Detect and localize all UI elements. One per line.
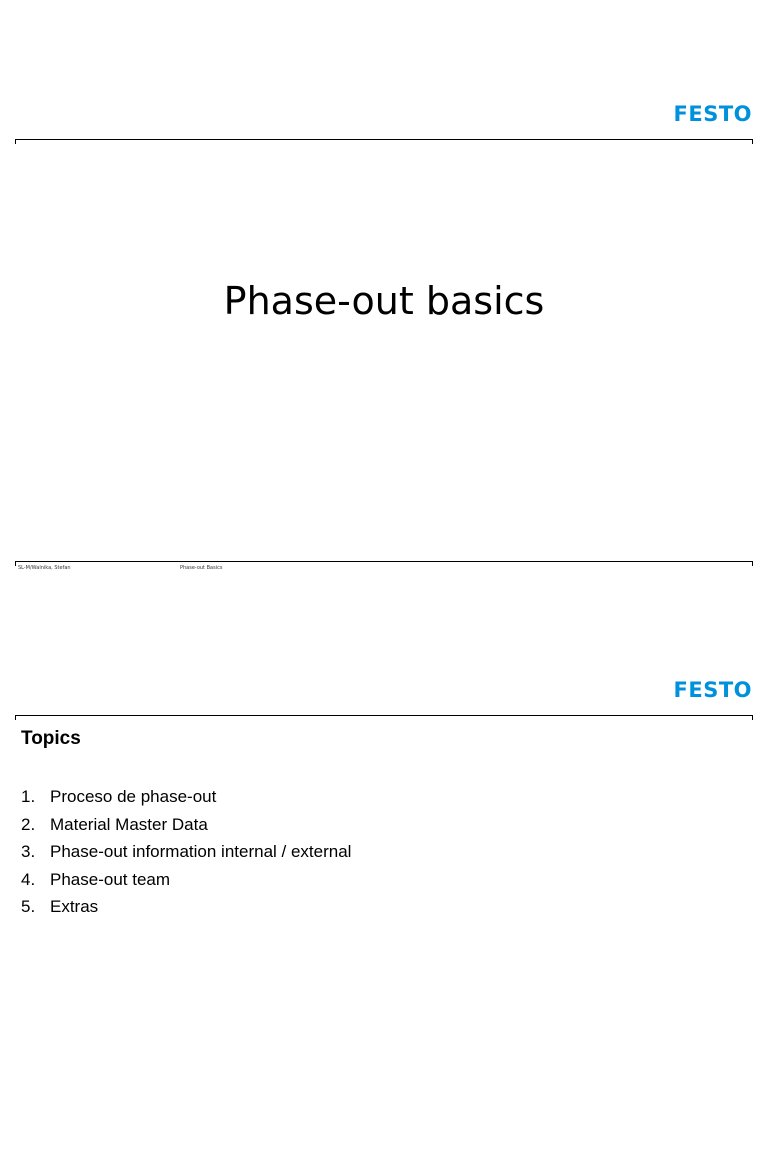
slide-title: Phase-out basics xyxy=(223,279,545,323)
list-item-number: 2. xyxy=(21,814,36,834)
list-item-label: Proceso de phase-out xyxy=(50,787,217,806)
list-item-label: Material Master Data xyxy=(50,814,208,834)
list-item xyxy=(21,814,351,842)
list-item xyxy=(21,841,351,869)
header-rule xyxy=(15,139,753,140)
topics-heading: Topics xyxy=(21,728,81,749)
footer-document-title: Phase-out Basics xyxy=(180,565,223,571)
list-item xyxy=(21,786,351,814)
topics-list xyxy=(21,786,351,924)
footer-author: SL-M/Walnika, Stefan xyxy=(18,565,71,571)
list-item-label: Phase-out team xyxy=(50,869,171,889)
list-item xyxy=(21,869,351,897)
list-item-number: 5. xyxy=(21,897,36,917)
list-item-number: 4. xyxy=(21,869,36,889)
festo-logo: FESTO xyxy=(673,678,752,702)
header-rule xyxy=(15,715,753,716)
list-item-label: Extras xyxy=(50,897,99,917)
list-item-label: Phase-out information internal / external xyxy=(50,842,352,862)
topics-slide xyxy=(0,576,768,1152)
list-item-number: 3. xyxy=(21,842,36,862)
festo-logo: FESTO xyxy=(673,102,752,126)
list-item xyxy=(21,896,351,924)
list-item-number: 1. xyxy=(21,787,36,806)
footer-rule xyxy=(15,561,753,562)
